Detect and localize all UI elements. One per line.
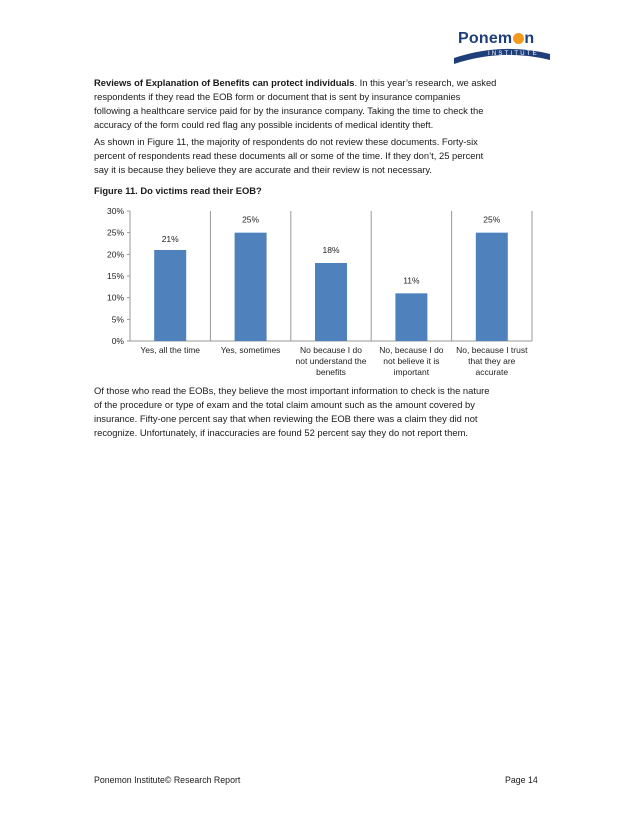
data-label: 18%	[322, 245, 340, 255]
y-tick-label: 30%	[106, 206, 124, 216]
bar	[315, 263, 347, 341]
paragraph-line: Of those who read the EOBs, they believe the most important information to check is the nature	[94, 385, 490, 396]
y-tick-label: 15%	[106, 271, 124, 281]
y-tick-label: 5%	[111, 314, 124, 325]
paragraph-eob-findings	[94, 384, 544, 440]
figure-title: Figure 11. Do victims read their EOB?	[94, 185, 262, 196]
logo-name-part-b: n	[524, 30, 535, 47]
y-tick-label: 10%	[106, 292, 124, 303]
paragraph-line: percent of respondents read these documents all or some of the time. If they don’t, 25 percent	[94, 150, 484, 161]
paragraph-figure-summary	[94, 135, 544, 177]
bar	[235, 233, 267, 341]
x-tick-label: No, because I do	[379, 345, 444, 355]
bar	[154, 250, 186, 341]
y-tick-label: 0%	[111, 336, 124, 346]
paragraph-line: respondents if they read the EOB form or document that is sent by insurance companies	[94, 91, 461, 102]
bar	[395, 293, 427, 341]
paragraph-line: As shown in Figure 11, the majority of respondents do not review these documents. Forty-six	[94, 136, 478, 147]
eob-bar-chart	[82, 200, 552, 382]
x-tick-label: that they are	[468, 356, 516, 366]
paragraph-lead-bold: Reviews of Explanation of Benefits can protect individuals	[94, 77, 355, 88]
data-label: 21%	[161, 234, 179, 244]
bar	[476, 233, 508, 341]
paragraph-lead-rest: . In this year’s research, we asked	[354, 77, 497, 88]
paragraph-line: say it is because they believe they are accurate and their review is not necessary.	[94, 164, 433, 175]
data-label: 25%	[242, 214, 260, 225]
x-tick-label: not believe it is	[383, 356, 440, 366]
x-tick-label: important	[393, 367, 430, 377]
ponemon-logo	[452, 26, 552, 74]
x-tick-label: Yes, all the time	[140, 345, 201, 355]
y-tick-label: 25%	[106, 227, 124, 238]
logo-subtitle: INSTITUTE	[488, 51, 539, 57]
paragraph-line: accuracy of the form could red flag any possible incidents of medical identity theft.	[94, 119, 434, 130]
x-tick-label: not understand the	[295, 356, 367, 366]
x-tick-label: benefits	[316, 367, 346, 377]
logo-name-part-a: Ponem	[458, 30, 513, 47]
footer-page-number: Page 14	[505, 775, 538, 785]
paragraph-line: recognize. Unfortunately, if inaccuracies are found 52 percent say they do not report them.	[94, 427, 468, 438]
data-label: 25%	[483, 214, 501, 225]
x-tick-label: No because I do	[300, 345, 362, 355]
x-tick-label: No, because I trust	[456, 345, 528, 355]
y-tick-label: 20%	[106, 249, 124, 260]
footer-report-name: Ponemon Institute© Research Report	[94, 775, 241, 785]
x-tick-label: Yes, sometimes	[220, 345, 281, 355]
x-tick-label: accurate	[475, 367, 509, 377]
data-label: 11%	[403, 275, 420, 286]
paragraph-line: following a healthcare service paid for by the insurance company. Taking the time to check the	[94, 105, 484, 116]
logo-sun-icon	[513, 33, 524, 44]
paragraph-eob-intro	[94, 76, 544, 132]
paragraph-line: insurance. Fifty-one percent say that when reviewing the EOB there was a claim they did not	[94, 413, 478, 424]
paragraph-line: of the procedure or type of exam and the total claim amount such as the amount covered by	[94, 399, 475, 410]
